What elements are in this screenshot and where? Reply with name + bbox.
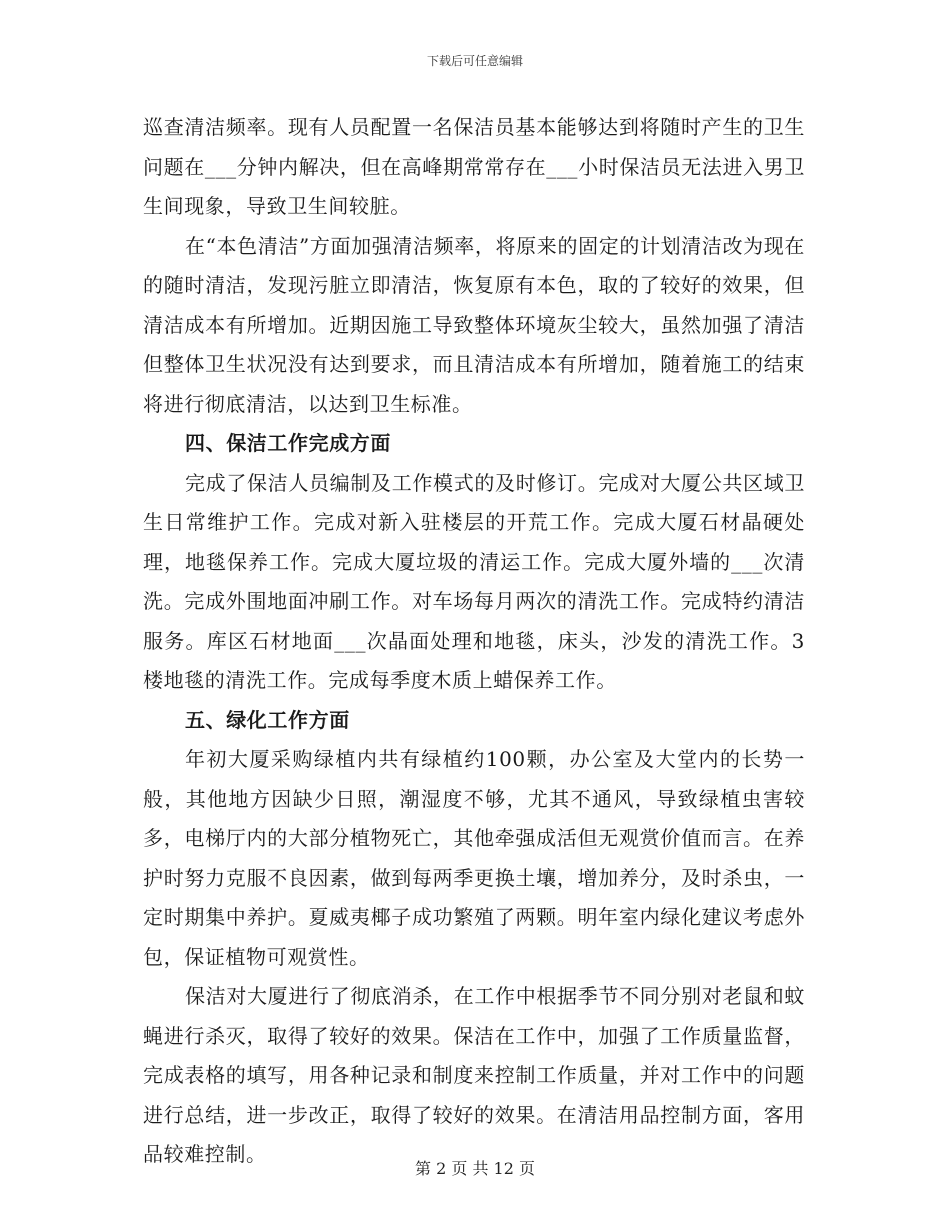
page-number: 第 2 页 共 12 页 [415,1159,535,1178]
paragraph-natural-cleaning: 在“本色清洁”方面加强清洁频率，将原来的固定的计划清洁改为现在的随时清洁，发现污脏立即清洁，恢复原有本色，取的了较好的效果，但清洁成本有所增加。近期因施工导致整体环境灰尘较大，虽然加强了清洁但整体卫生状况没有达到要求，而且清洁成本有所增加，随着施工的结束将进行彻底清洁，以达到卫生标准。 [143,233,805,416]
section-heading-cleaning-work: 四、保洁工作完成方面 [185,431,391,455]
section-heading-greening-work: 五、绿化工作方面 [185,707,350,732]
paragraph-cleaning-completed: 完成了保洁人员编制及工作模式的及时修订。完成对大厦公共区域卫生日常维护工作。完成对新入驻楼层的开荒工作。完成大厦石材晶硬处理，地毯保养工作。完成大厦垃圾的清运工作。完成大厦外墙的___次清洗。完成外围地面冲刷工作。对车场每月两次的清洗工作。完成特约清洁服务。库区石材地面___次晶面处理和地毯，床头，沙发的清洗工作。3楼地毯的清洗工作。完成每季度木质上蜡保养工作。 [143,470,805,692]
page-header: 下载后可任意编辑 [426,54,523,68]
paragraph-greening: 年初大厦采购绿植内共有绿植约100颗，办公室及大堂内的长势一般，其他地方因缺少日照，潮湿度不够，尤其不通风，导致绿植虫害较多，电梯厅内的大部分植物死亡，其他牵强成活但无观赏价值而言。在养护时努力克服不良因素，做到每两季更换土壤，增加养分，及时杀虫，一定时期集中养护。夏威夷椰子成功繁殖了两颗。明年室内绿化建议考虑外包，保证植物可观赏性。 [143,747,805,969]
document-body [143,108,805,1175]
paragraph-cleaning-frequency: 巡查清洁频率。现有人员配置一名保洁员基本能够达到将随时产生的卫生问题在___分钟内解决，但在高峰期常常存在___小时保洁员无法进入男卫生间现象，导致卫生间较脏。 [143,115,805,218]
paragraph-disinfection: 保洁对大厦进行了彻底消杀，在工作中根据季节不同分别对老鼠和蚊蝇进行杀灭，取得了较好的效果。保洁在工作中，加强了工作质量监督，完成表格的填写，用各种记录和制度来控制工作质量，并对工作中的问题进行总结，进一步改正，取得了较好的效果。在清洁用品控制方面，客用品较难控制。 [143,984,805,1166]
